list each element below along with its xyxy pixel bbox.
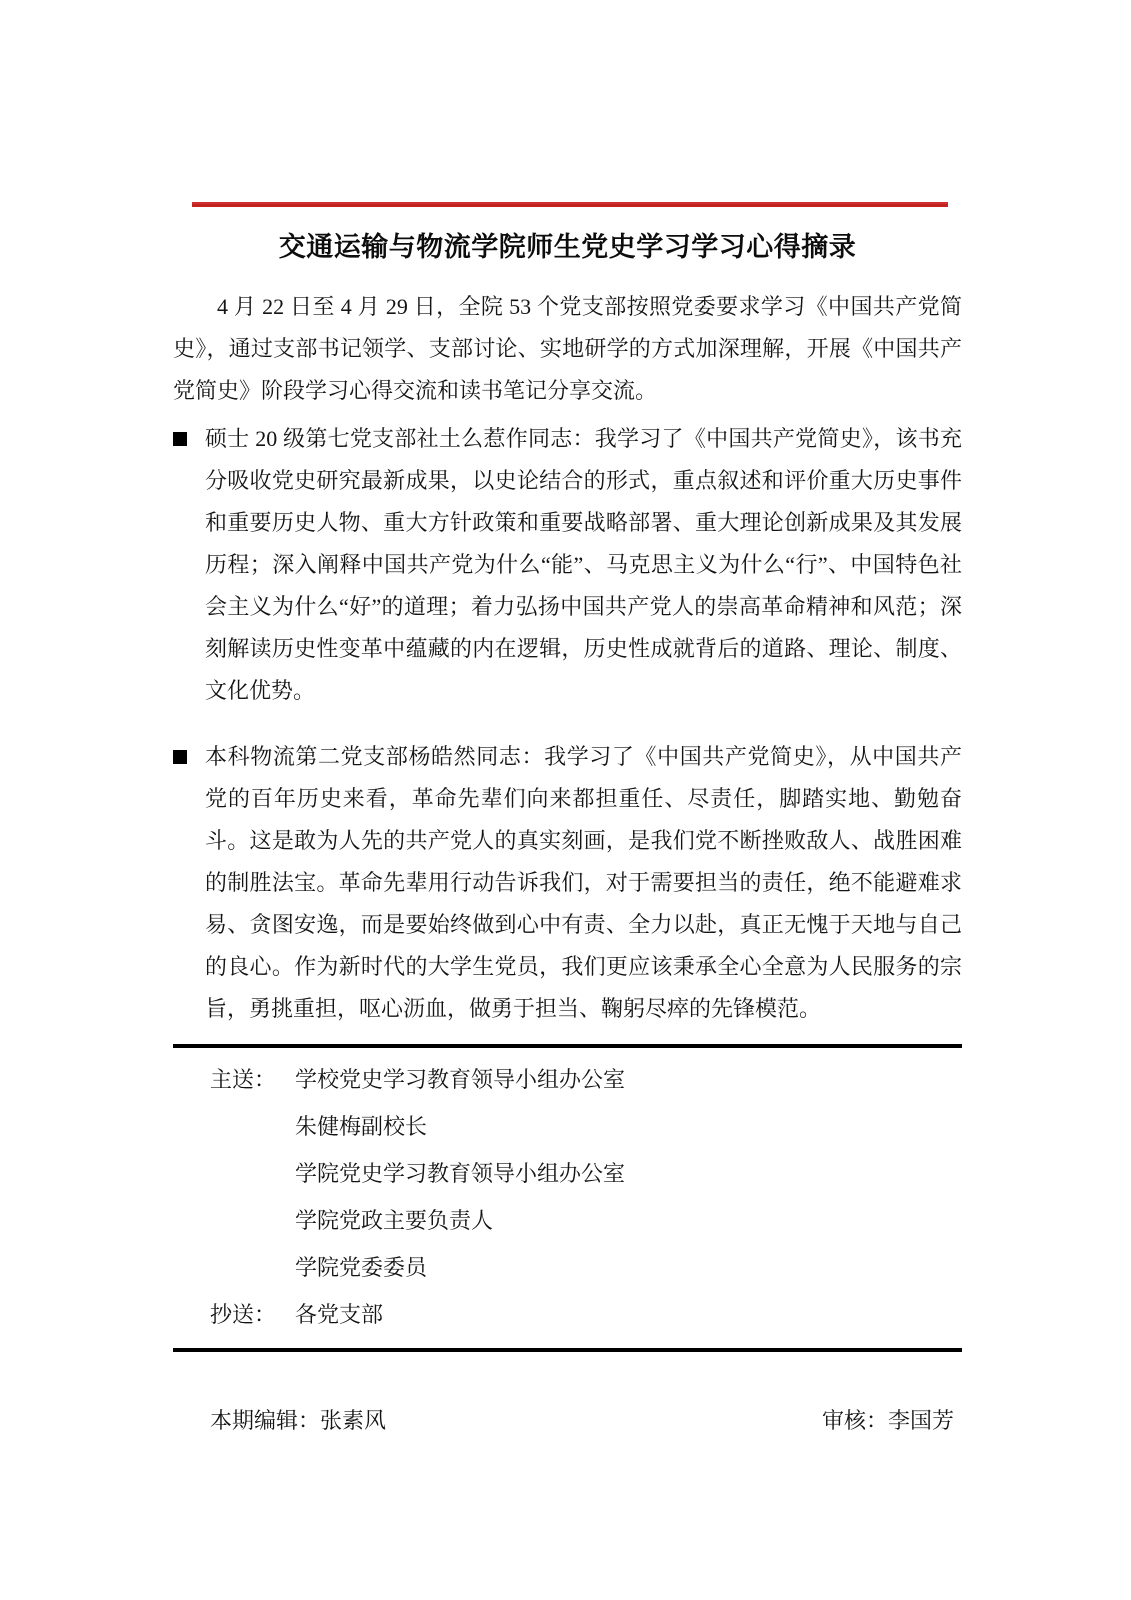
distribution-row [173, 1244, 962, 1291]
header-red-double-rule [192, 202, 948, 207]
distribution-item: 各党支部 [295, 1302, 384, 1327]
distribution-row [173, 1197, 962, 1244]
bullet-square-icon [173, 750, 187, 764]
list-item [173, 736, 962, 1030]
distribution-label-spacer [173, 1244, 295, 1291]
distribution-bottom-rule [173, 1348, 962, 1352]
distribution-label-spacer [173, 1103, 295, 1150]
bullet-paragraph: 本科物流第二党支部杨皓然同志：我学习了《中国共产党简史》，从中国共产党的百年历史来看，革命先辈们向来都担重任、尽责任，脚踏实地、勤勉奋斗。这是敢为人先的共产党人的真实刻画，是我们党不断挫败敌人、战胜困难的制胜法宝。革命先辈用行动告诉我们，对于需要担当的责任，绝不能避难求易、贪图安逸，而是要始终做到心中有责、全力以赴，真正无愧于天地与自己的良心。作为新时代的大学生党员，我们更应该秉承全心全意为人民服务的宗旨，勇挑重担，呕心沥血，做勇于担当、鞠躬尽瘁的先锋模范。 [205, 744, 962, 1021]
distribution-cc-label: 抄送： [210, 1302, 277, 1327]
distribution-label-spacer [173, 1197, 295, 1244]
intro-paragraph: 4 月 22 日至 4 月 29 日，全院 53 个党支部按照党委要求学习《中国共产党简史》，通过支部书记领学、支部讨论、实地研学的方式加深理解，开展《中国共产党简史》阶段学习心得交流和读书笔记分享交流。 [173, 294, 962, 403]
distribution-top-rule [173, 1044, 962, 1048]
distribution-item: 学院党委委员 [295, 1255, 428, 1280]
distribution-row [173, 1056, 962, 1103]
distribution-item: 学院党政主要负责人 [295, 1208, 494, 1233]
list-item [173, 418, 962, 712]
footer-reviewer: 审核：李国芳 [821, 1408, 954, 1433]
bullet-paragraph: 硕士 20 级第七党支部社土么惹作同志：我学习了《中国共产党简史》，该书充分吸收党史研究最新成果，以史论结合的形式，重点叙述和评价重大历史事件和重要历史人物、重大方针政策和重要战略部署、重大理论创新成果及其发展历程；深入阐释中国共产党为什么“能”、马克思主义为什么“行”、中国特色社会主义为什么“好”的道理；着力弘扬中国共产党人的崇高革命精神和风范；深刻解读历史性变革中蕴藏的内在逻辑，历史性成就背后的道路、理论、制度、文化优势。 [205, 426, 962, 703]
distribution-row [173, 1291, 962, 1338]
distribution-main-label: 主送： [210, 1067, 277, 1092]
distribution-item: 学院党史学习教育领导小组办公室 [295, 1161, 626, 1186]
distribution-row [173, 1150, 962, 1197]
bullet-square-icon [173, 432, 187, 446]
distribution-item: 朱健梅副校长 [295, 1114, 428, 1139]
distribution-label-spacer [173, 1150, 295, 1197]
footer [173, 1400, 962, 1442]
distribution-item: 学校党史学习教育领导小组办公室 [295, 1067, 626, 1092]
document-title: 交通运输与物流学院师生党史学习学习心得摘录 [278, 232, 857, 262]
distribution-row [173, 1103, 962, 1150]
distribution-block [173, 1056, 962, 1338]
document-content [173, 0, 962, 1442]
footer-editor: 本期编辑：张素风 [210, 1408, 387, 1433]
